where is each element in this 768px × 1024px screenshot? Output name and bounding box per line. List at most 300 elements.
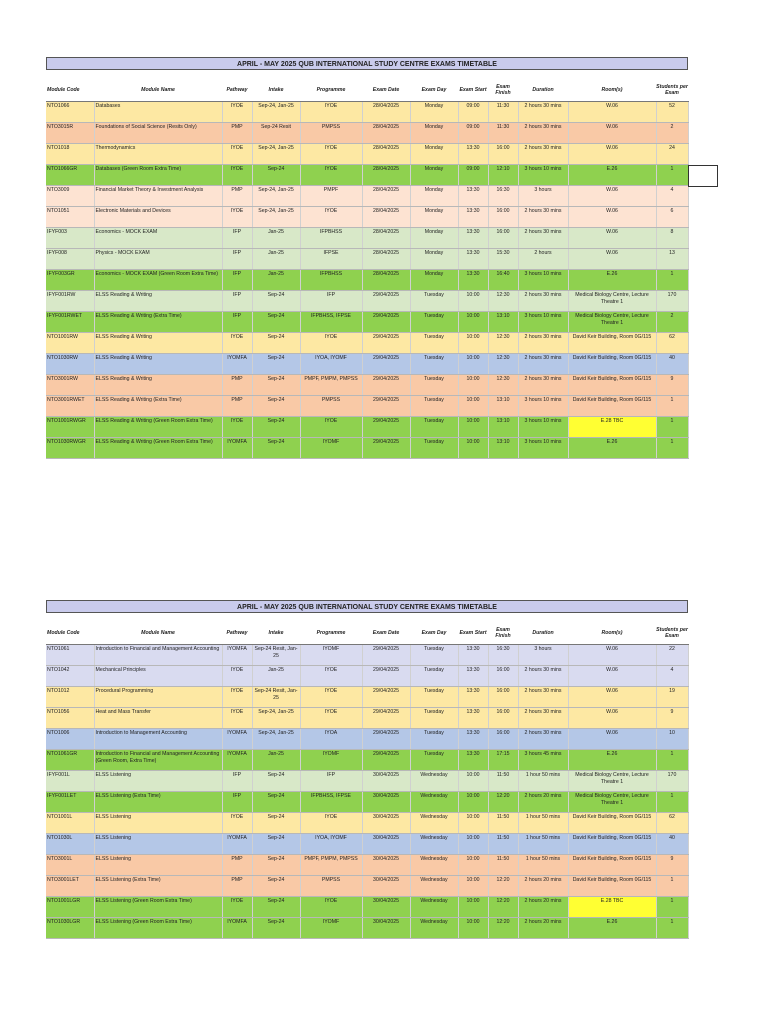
cell-exam-finish: 11:50: [488, 771, 518, 792]
col-exam-date: Exam Date: [362, 622, 410, 645]
cell-students: 1: [656, 918, 688, 939]
cell-intake: Jan-25: [252, 750, 300, 771]
cell-module-name: Heat and Mass Transfer: [94, 708, 222, 729]
cell-programme: IYOE: [300, 417, 362, 438]
cell-exam-date: 28/04/2025: [362, 249, 410, 270]
cell-students: 1: [656, 750, 688, 771]
cell-exam-date: 29/04/2025: [362, 417, 410, 438]
table-row: [46, 207, 688, 228]
col-students: Students per Exam: [656, 79, 688, 102]
cell-exam-start: 10:00: [458, 375, 488, 396]
cell-pathway: IYOE: [222, 897, 252, 918]
cell-students: 24: [656, 144, 688, 165]
cell-intake: Sep-24, Jan-25: [252, 102, 300, 123]
cell-programme: IYOMF: [300, 918, 362, 939]
cell-programme: IFPBHSS: [300, 270, 362, 291]
cell-exam-finish: 17:15: [488, 750, 518, 771]
cell-module-code: NTO1001LGR: [46, 897, 94, 918]
cell-module-name: Economics - MOCK EXAM: [94, 228, 222, 249]
cell-intake: Sep-24: [252, 876, 300, 897]
cell-exam-finish: 12:10: [488, 165, 518, 186]
cell-exam-finish: 12:30: [488, 291, 518, 312]
cell-exam-date: 30/04/2025: [362, 771, 410, 792]
cell-exam-day: Tuesday: [410, 417, 458, 438]
cell-module-name: ELSS Reading & Writing: [94, 354, 222, 375]
col-pathway: Pathway: [222, 622, 252, 645]
cell-exam-finish: 16:00: [488, 687, 518, 708]
cell-exam-date: 29/04/2025: [362, 291, 410, 312]
cell-programme: IFPBHSS, IFPSE: [300, 792, 362, 813]
cell-module-code: NTO1030RW: [46, 354, 94, 375]
cell-pathway: PMP: [222, 876, 252, 897]
cell-intake: Sep-24: [252, 354, 300, 375]
table-row: [46, 687, 688, 708]
cell-exam-date: 29/04/2025: [362, 438, 410, 459]
cell-exam-date: 29/04/2025: [362, 750, 410, 771]
cell-pathway: IYOE: [222, 144, 252, 165]
cell-programme: PMPSS: [300, 876, 362, 897]
cell-exam-day: Wednesday: [410, 876, 458, 897]
table-row: [46, 333, 688, 354]
cell-students: 170: [656, 291, 688, 312]
cell-rooms: E.28 TBC: [568, 417, 656, 438]
cell-exam-start: 13:30: [458, 207, 488, 228]
cell-exam-day: Tuesday: [410, 375, 458, 396]
cell-exam-day: Monday: [410, 165, 458, 186]
cell-intake: Jan-25: [252, 270, 300, 291]
cell-exam-date: 28/04/2025: [362, 270, 410, 291]
cell-programme: IYOA: [300, 729, 362, 750]
cell-intake: Sep-24: [252, 897, 300, 918]
cell-exam-date: 30/04/2025: [362, 855, 410, 876]
cell-students: 1: [656, 438, 688, 459]
cell-intake: Jan-25: [252, 666, 300, 687]
cell-module-name: ELSS Listening: [94, 771, 222, 792]
cell-exam-day: Wednesday: [410, 918, 458, 939]
table-row: [46, 291, 688, 312]
cell-rooms: W.06: [568, 186, 656, 207]
cell-intake: Sep-24: [252, 438, 300, 459]
cell-duration: 2 hours 20 mins: [518, 792, 568, 813]
cell-rooms: W.06: [568, 102, 656, 123]
cell-module-name: Databases: [94, 102, 222, 123]
cell-rooms: W.06: [568, 144, 656, 165]
cell-rooms: W.06: [568, 645, 656, 666]
cell-intake: Sep-24 Resit, Jan-25: [252, 645, 300, 666]
cell-intake: Sep-24, Jan-25: [252, 207, 300, 228]
cell-exam-start: 13:30: [458, 750, 488, 771]
timetable-table-1: [46, 79, 689, 459]
cell-exam-start: 09:00: [458, 165, 488, 186]
cell-intake: Sep-24 Resit, Jan-25: [252, 687, 300, 708]
cell-module-name: Economics - MOCK EXAM (Green Room Extra Time): [94, 270, 222, 291]
timetable-sheet-2: [46, 600, 688, 939]
cell-exam-finish: 13:10: [488, 438, 518, 459]
cell-pathway: IYOE: [222, 687, 252, 708]
cell-exam-start: 13:30: [458, 228, 488, 249]
col-exam-start: Exam Start: [458, 622, 488, 645]
table-row: [46, 417, 688, 438]
cell-exam-date: 29/04/2025: [362, 666, 410, 687]
table-row: [46, 165, 688, 186]
cell-students: 9: [656, 375, 688, 396]
cell-exam-day: Monday: [410, 228, 458, 249]
cell-programme: IYOE: [300, 813, 362, 834]
table-row: [46, 354, 688, 375]
cell-students: 8: [656, 228, 688, 249]
cell-duration: 1 hour 50 mins: [518, 771, 568, 792]
table-row: [46, 729, 688, 750]
cell-pathway: PMP: [222, 396, 252, 417]
col-exam-finish: Exam Finish: [488, 622, 518, 645]
cell-rooms: W.06: [568, 729, 656, 750]
cell-exam-start: 10:00: [458, 813, 488, 834]
cell-students: 1: [656, 792, 688, 813]
cell-students: 62: [656, 813, 688, 834]
cell-module-code: NTO1066: [46, 102, 94, 123]
col-exam-finish: Exam Finish: [488, 79, 518, 102]
col-pathway: Pathway: [222, 79, 252, 102]
cell-rooms: W.06: [568, 666, 656, 687]
cell-programme: IYOMF: [300, 438, 362, 459]
cell-exam-date: 29/04/2025: [362, 687, 410, 708]
cell-duration: 2 hours 30 mins: [518, 228, 568, 249]
cell-exam-start: 10:00: [458, 897, 488, 918]
cell-exam-finish: 16:00: [488, 207, 518, 228]
cell-intake: Sep-24: [252, 918, 300, 939]
cell-pathway: IYOMFA: [222, 750, 252, 771]
col-programme: Programme: [300, 622, 362, 645]
cell-module-code: NTO3001RWET: [46, 396, 94, 417]
cell-exam-finish: 16:00: [488, 228, 518, 249]
cell-intake: Sep-24: [252, 375, 300, 396]
cell-rooms: David Keir Building, Room 0G/115: [568, 834, 656, 855]
cell-module-name: ELSS Reading & Writing (Green Room Extra Time): [94, 438, 222, 459]
cell-intake: Sep-24, Jan-25: [252, 186, 300, 207]
cell-exam-day: Tuesday: [410, 645, 458, 666]
cell-programme: PMPSS: [300, 396, 362, 417]
cell-pathway: PMP: [222, 375, 252, 396]
cell-students: 2: [656, 312, 688, 333]
cell-students: 6: [656, 207, 688, 228]
cell-pathway: IYOMFA: [222, 834, 252, 855]
cell-exam-date: 28/04/2025: [362, 102, 410, 123]
cell-programme: PMPF: [300, 186, 362, 207]
table-row: [46, 876, 688, 897]
cell-exam-start: 10:00: [458, 396, 488, 417]
cell-exam-day: Monday: [410, 123, 458, 144]
cell-module-name: ELSS Listening: [94, 813, 222, 834]
cell-exam-date: 28/04/2025: [362, 123, 410, 144]
cell-exam-finish: 16:00: [488, 708, 518, 729]
cell-exam-start: 10:00: [458, 312, 488, 333]
cell-exam-finish: 11:30: [488, 123, 518, 144]
cell-exam-day: Monday: [410, 249, 458, 270]
cell-module-code: IFYF008: [46, 249, 94, 270]
cell-students: 4: [656, 186, 688, 207]
cell-exam-day: Monday: [410, 144, 458, 165]
cell-exam-date: 28/04/2025: [362, 165, 410, 186]
cell-exam-date: 28/04/2025: [362, 228, 410, 249]
cell-module-name: Thermodynamics: [94, 144, 222, 165]
cell-pathway: IYOMFA: [222, 438, 252, 459]
cell-intake: Jan-25: [252, 228, 300, 249]
cell-exam-day: Monday: [410, 102, 458, 123]
cell-module-code: NTO1030LGR: [46, 918, 94, 939]
cell-module-name: ELSS Reading & Writing: [94, 375, 222, 396]
cell-pathway: IYOE: [222, 708, 252, 729]
cell-exam-start: 13:30: [458, 729, 488, 750]
cell-exam-start: 10:00: [458, 438, 488, 459]
timetable-title: APRIL - MAY 2025 QUB INTERNATIONAL STUDY CENTRE EXAMS TIMETABLE: [46, 57, 688, 70]
table-row: [46, 228, 688, 249]
cell-exam-date: 30/04/2025: [362, 897, 410, 918]
cell-module-code: NTO1030L: [46, 834, 94, 855]
col-module-name: Module Name: [94, 622, 222, 645]
cell-exam-date: 28/04/2025: [362, 186, 410, 207]
cell-module-name: Introduction to Financial and Management Accounting (Green Room, Extra Time): [94, 750, 222, 771]
cell-pathway: IFP: [222, 249, 252, 270]
cell-exam-start: 13:30: [458, 687, 488, 708]
cell-exam-finish: 12:30: [488, 333, 518, 354]
cell-module-code: IFYF003: [46, 228, 94, 249]
cell-exam-day: Tuesday: [410, 750, 458, 771]
cell-duration: 2 hours: [518, 249, 568, 270]
cell-exam-date: 29/04/2025: [362, 375, 410, 396]
col-intake: Intake: [252, 622, 300, 645]
cell-exam-day: Wednesday: [410, 855, 458, 876]
cell-module-name: Mechanical Principles: [94, 666, 222, 687]
cell-duration: 3 hours: [518, 645, 568, 666]
table-row: [46, 438, 688, 459]
cell-exam-finish: 16:40: [488, 270, 518, 291]
col-rooms: Room(s): [568, 79, 656, 102]
cell-programme: IYOE: [300, 333, 362, 354]
table-row: [46, 249, 688, 270]
table-row: [46, 186, 688, 207]
cell-exam-start: 13:30: [458, 645, 488, 666]
cell-exam-start: 13:30: [458, 249, 488, 270]
cell-exam-date: 28/04/2025: [362, 207, 410, 228]
cell-duration: 2 hours 30 mins: [518, 708, 568, 729]
table-row: [46, 645, 688, 666]
cell-programme: IYOE: [300, 666, 362, 687]
cell-pathway: IYOE: [222, 417, 252, 438]
cell-exam-start: 13:30: [458, 666, 488, 687]
cell-module-code: NTO3001RW: [46, 375, 94, 396]
cell-duration: 2 hours 30 mins: [518, 102, 568, 123]
cell-module-name: ELSS Listening (Extra Time): [94, 792, 222, 813]
cell-intake: Sep-24, Jan-25: [252, 708, 300, 729]
cell-module-name: ELSS Listening: [94, 834, 222, 855]
cell-duration: 3 hours 10 mins: [518, 270, 568, 291]
cell-module-code: NTO1001L: [46, 813, 94, 834]
cell-exam-start: 13:30: [458, 708, 488, 729]
cell-pathway: IYOMFA: [222, 729, 252, 750]
timetable-table-2: [46, 622, 689, 939]
cell-students: 1: [656, 270, 688, 291]
cell-rooms: David Keir Building, Room 0G/115: [568, 813, 656, 834]
cell-students: 9: [656, 855, 688, 876]
cell-module-code: NTO1066GR: [46, 165, 94, 186]
cell-exam-day: Wednesday: [410, 813, 458, 834]
cell-module-name: ELSS Reading & Writing (Extra Time): [94, 396, 222, 417]
cell-exam-day: Wednesday: [410, 897, 458, 918]
cell-rooms: E.26: [568, 165, 656, 186]
cell-module-name: ELSS Listening (Green Room Extra Time): [94, 918, 222, 939]
cell-exam-finish: 11:30: [488, 102, 518, 123]
cell-exam-day: Wednesday: [410, 792, 458, 813]
table-row: [46, 897, 688, 918]
cell-exam-finish: 12:20: [488, 897, 518, 918]
cell-rooms: David Keir Building, Room 0G/115: [568, 396, 656, 417]
cell-duration: 2 hours 30 mins: [518, 375, 568, 396]
col-duration: Duration: [518, 622, 568, 645]
col-module-name: Module Name: [94, 79, 222, 102]
timetable-title: APRIL - MAY 2025 QUB INTERNATIONAL STUDY CENTRE EXAMS TIMETABLE: [46, 600, 688, 613]
cell-duration: 2 hours 20 mins: [518, 897, 568, 918]
cell-exam-finish: 15:30: [488, 249, 518, 270]
cell-exam-date: 30/04/2025: [362, 834, 410, 855]
cell-module-name: ELSS Listening (Extra Time): [94, 876, 222, 897]
cell-duration: 3 hours: [518, 186, 568, 207]
col-exam-day: Exam Day: [410, 622, 458, 645]
cell-module-code: NTO3015R: [46, 123, 94, 144]
cell-exam-finish: 16:00: [488, 666, 518, 687]
cell-module-code: NTO1061GR: [46, 750, 94, 771]
cell-exam-date: 29/04/2025: [362, 708, 410, 729]
cell-students: 170: [656, 771, 688, 792]
table-row: [46, 708, 688, 729]
cell-exam-finish: 16:30: [488, 645, 518, 666]
cell-programme: IYOE: [300, 687, 362, 708]
cell-exam-start: 10:00: [458, 855, 488, 876]
cell-module-code: NTO1001RW: [46, 333, 94, 354]
cell-module-name: ELSS Reading & Writing: [94, 333, 222, 354]
cell-intake: Sep-24: [252, 834, 300, 855]
cell-duration: 2 hours 30 mins: [518, 354, 568, 375]
cell-duration: 2 hours 30 mins: [518, 291, 568, 312]
cell-exam-date: 30/04/2025: [362, 876, 410, 897]
cell-programme: PMPSS: [300, 123, 362, 144]
table-row: [46, 771, 688, 792]
cell-programme: IYOMF: [300, 750, 362, 771]
cell-students: 13: [656, 249, 688, 270]
cell-programme: IFPBHSS, IFPSE: [300, 312, 362, 333]
cell-intake: Jan-25: [252, 249, 300, 270]
cell-duration: 2 hours 30 mins: [518, 666, 568, 687]
cell-exam-start: 10:00: [458, 291, 488, 312]
cell-exam-date: 30/04/2025: [362, 918, 410, 939]
cell-module-code: NTO1056: [46, 708, 94, 729]
cell-exam-finish: 12:20: [488, 918, 518, 939]
col-module-code: Module Code: [46, 79, 94, 102]
cell-module-code: IFYF003GR: [46, 270, 94, 291]
cell-pathway: IYOE: [222, 333, 252, 354]
cell-intake: Sep-24, Jan-25: [252, 144, 300, 165]
table-row: [46, 666, 688, 687]
cell-exam-day: Tuesday: [410, 312, 458, 333]
cell-students: 62: [656, 333, 688, 354]
cell-programme: IYOE: [300, 165, 362, 186]
cell-pathway: IFP: [222, 291, 252, 312]
cell-rooms: Medical Biology Centre, Lecture Theatre 1: [568, 291, 656, 312]
cell-duration: 2 hours 30 mins: [518, 207, 568, 228]
cell-exam-day: Tuesday: [410, 354, 458, 375]
cell-exam-start: 13:30: [458, 144, 488, 165]
cell-students: 40: [656, 834, 688, 855]
cell-intake: Sep-24: [252, 333, 300, 354]
cell-exam-start: 10:00: [458, 792, 488, 813]
cell-rooms: W.06: [568, 708, 656, 729]
cell-exam-finish: 12:30: [488, 354, 518, 375]
cell-exam-day: Tuesday: [410, 687, 458, 708]
cell-exam-start: 13:30: [458, 270, 488, 291]
cell-exam-finish: 13:10: [488, 396, 518, 417]
empty-cell-box: [688, 165, 718, 187]
cell-programme: IYOE: [300, 207, 362, 228]
cell-module-name: Electronic Materials and Devices: [94, 207, 222, 228]
table-row: [46, 750, 688, 771]
cell-module-code: NTO3001L: [46, 855, 94, 876]
cell-exam-start: 09:00: [458, 102, 488, 123]
cell-exam-day: Tuesday: [410, 291, 458, 312]
cell-exam-day: Monday: [410, 207, 458, 228]
col-students: Students per Exam: [656, 622, 688, 645]
table-row: [46, 813, 688, 834]
cell-intake: Sep-24, Jan-25: [252, 729, 300, 750]
cell-exam-start: 10:00: [458, 354, 488, 375]
cell-exam-day: Wednesday: [410, 834, 458, 855]
cell-module-code: IFYF001LET: [46, 792, 94, 813]
cell-module-code: NTO1051: [46, 207, 94, 228]
cell-duration: 1 hour 50 mins: [518, 834, 568, 855]
cell-pathway: IYOE: [222, 813, 252, 834]
col-intake: Intake: [252, 79, 300, 102]
cell-exam-finish: 16:30: [488, 186, 518, 207]
cell-duration: 3 hours 10 mins: [518, 396, 568, 417]
table-body-2: [46, 645, 688, 939]
cell-pathway: IYOE: [222, 102, 252, 123]
cell-module-code: NTO1042: [46, 666, 94, 687]
cell-programme: IYOE: [300, 144, 362, 165]
cell-students: 1: [656, 876, 688, 897]
cell-programme: IYOE: [300, 708, 362, 729]
cell-students: 4: [656, 666, 688, 687]
col-rooms: Room(s): [568, 622, 656, 645]
cell-exam-start: 10:00: [458, 333, 488, 354]
cell-pathway: IFP: [222, 771, 252, 792]
cell-exam-date: 29/04/2025: [362, 333, 410, 354]
cell-students: 1: [656, 417, 688, 438]
cell-module-name: Financial Market Theory & Investment Analysis: [94, 186, 222, 207]
cell-intake: Sep-24: [252, 792, 300, 813]
cell-module-name: ELSS Reading & Writing (Green Room Extra Time): [94, 417, 222, 438]
cell-exam-day: Monday: [410, 270, 458, 291]
col-exam-date: Exam Date: [362, 79, 410, 102]
cell-programme: IYOA, IYOMF: [300, 834, 362, 855]
cell-duration: 3 hours 45 mins: [518, 750, 568, 771]
table-row: [46, 102, 688, 123]
cell-exam-start: 10:00: [458, 417, 488, 438]
cell-pathway: PMP: [222, 186, 252, 207]
cell-pathway: IYOMFA: [222, 645, 252, 666]
cell-exam-day: Monday: [410, 186, 458, 207]
cell-module-name: Databases (Green Room Extra Time): [94, 165, 222, 186]
cell-rooms: E.26: [568, 918, 656, 939]
cell-exam-date: 30/04/2025: [362, 813, 410, 834]
cell-pathway: IYOE: [222, 666, 252, 687]
